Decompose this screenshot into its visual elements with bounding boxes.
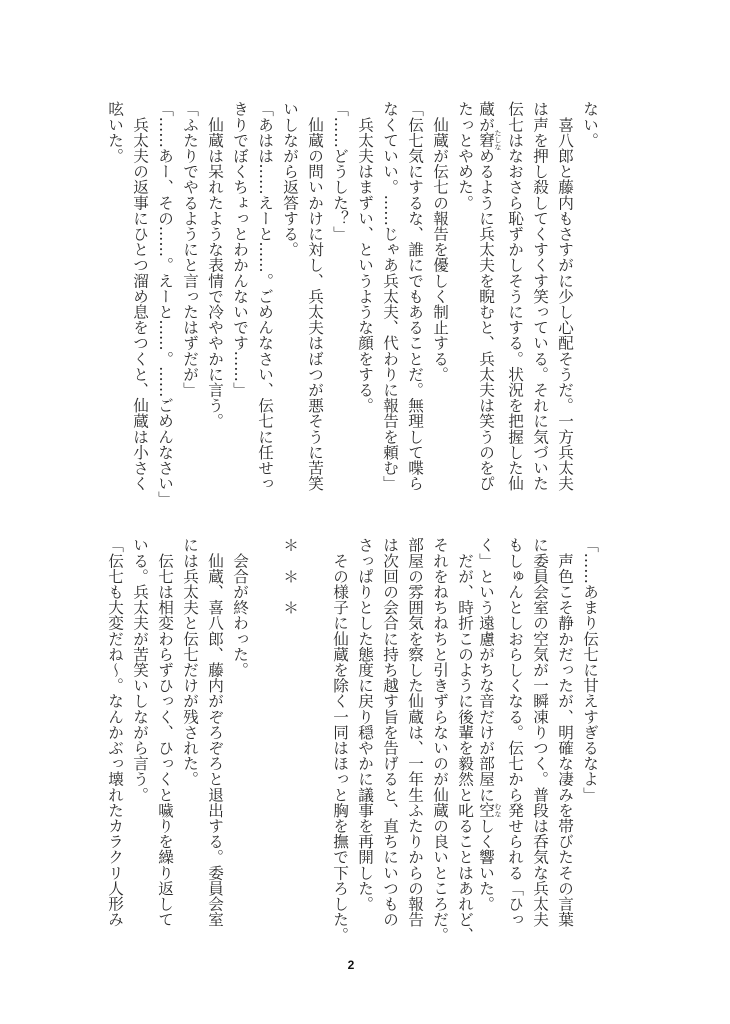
text-line: 部屋の雰囲気を察した仙蔵は、一年生ふたりからの報告 (406, 537, 424, 927)
text-line: 「……あー、その……。えーと……。……ごめんなさい」 (156, 101, 174, 507)
text-segment: 蔵が (477, 101, 495, 133)
blank-line (302, 537, 327, 937)
text-line: 「伝七も大変だね～。なんかぶっ壊れたカラクリ人形み (106, 537, 124, 927)
text-line: 仙蔵、喜八郎、藤内がぞろぞろと退出する。委員会室 (206, 537, 224, 927)
text-line (477, 101, 502, 501)
text-line: 「あはは……えーと……。ごめんなさい、伝七に任せっ (256, 101, 274, 491)
text-line: もしゅんとしおらしくなる。伝七から発せられる「ひっ (506, 537, 524, 927)
text-line: 「……あまり伝七に甘えすぎるなよ」 (581, 537, 599, 803)
text-line: 仙蔵が伝七の報告を優しく制止する。 (431, 101, 449, 382)
text-line: には兵太夫と伝七だけが残された。 (181, 537, 199, 787)
text-line (477, 537, 502, 937)
ruby-annotation (477, 802, 502, 818)
text-line: いる。兵太夫が苦笑いしながら言う。 (131, 537, 149, 803)
ruby-annotation (477, 129, 502, 151)
text-line: たっとやめた。 (456, 101, 474, 211)
text-line: は声を押し殺してくすくす笑っている。それに気づいた (531, 101, 549, 491)
text-line: 兵太夫の返事にひとつ溜め息をつくと、仙蔵は小さく (131, 101, 149, 491)
text-line: 会合が終わった。 (231, 537, 249, 678)
text-segment: く」という遠慮がちな音だけが部屋に (477, 537, 495, 803)
text-line: いしながら返答する。 (281, 101, 299, 257)
upper-text-block (102, 101, 602, 507)
page-number: 2 (347, 958, 355, 972)
text-line: に委員会室の空気が一瞬凍りつく。普段は呑気な兵太夫 (531, 537, 549, 927)
text-line: ない。 (581, 101, 599, 148)
ruby-reading: たしな (494, 129, 502, 151)
text-segment: めるように兵太夫を睨むと、兵太夫は笑うのをぴ (477, 147, 495, 492)
text-line: 声色こそ静かだったが、明確な凄みを帯びたその言葉 (556, 537, 574, 927)
text-line: 仙蔵の問いかけに対し、兵太夫はばつが悪そうに苦笑 (306, 101, 324, 491)
section-break: ＊ ＊ ＊ (281, 537, 299, 615)
text-line: 呟いた。 (106, 101, 124, 164)
text-line: 喜八郎と藤内もさすがに少し心配そうだ。一方兵太夫 (556, 101, 574, 491)
text-line: だが、時折このように後輩を毅然と叱ることはあれど、 (456, 537, 474, 943)
text-line: なくていい。……じゃあ兵太夫、代わりに報告を頼む」 (381, 101, 399, 491)
text-segment: しく響いた。 (477, 817, 495, 912)
text-line: 「伝七気にするな、誰にでもあることだ。無理して喋ら (406, 101, 424, 491)
blank-line (252, 537, 277, 937)
ruby-base: 空 (477, 802, 495, 818)
text-line: 仙蔵は呆れたような表情で冷ややかに言う。 (206, 101, 224, 429)
text-line: きりでぼくちょっとわかんないです……」 (231, 101, 249, 398)
ruby-base: 窘 (477, 129, 495, 151)
text-line: 伝七はなおさら恥ずかしそうにする。状況を把握した仙 (506, 101, 524, 491)
text-line: さっぱりとした態度に戻り穏やかに議事を再開した。 (356, 537, 374, 912)
text-line: それをねちねちと引きずらないのが仙蔵の良いところだ。 (431, 537, 449, 943)
ruby-reading: むな (494, 802, 502, 818)
text-line: 兵太夫はまずい、というような顔をする。 (356, 101, 374, 413)
text-line: 「ふたりでやるようにと言ったはずだが」 (181, 101, 199, 398)
text-line: その様子に仙蔵を除く一同はほっと胸を撫で下ろした。 (331, 537, 349, 943)
text-line: 「……どうした？」 (331, 101, 349, 242)
lower-text-block (102, 537, 602, 943)
text-line: 伝七は相変わらずひっく、ひっくと噦りを繰り返して (156, 537, 174, 927)
text-line: は次回の会合に持ち越す旨を告げると、直ちにいつもの (381, 537, 399, 927)
